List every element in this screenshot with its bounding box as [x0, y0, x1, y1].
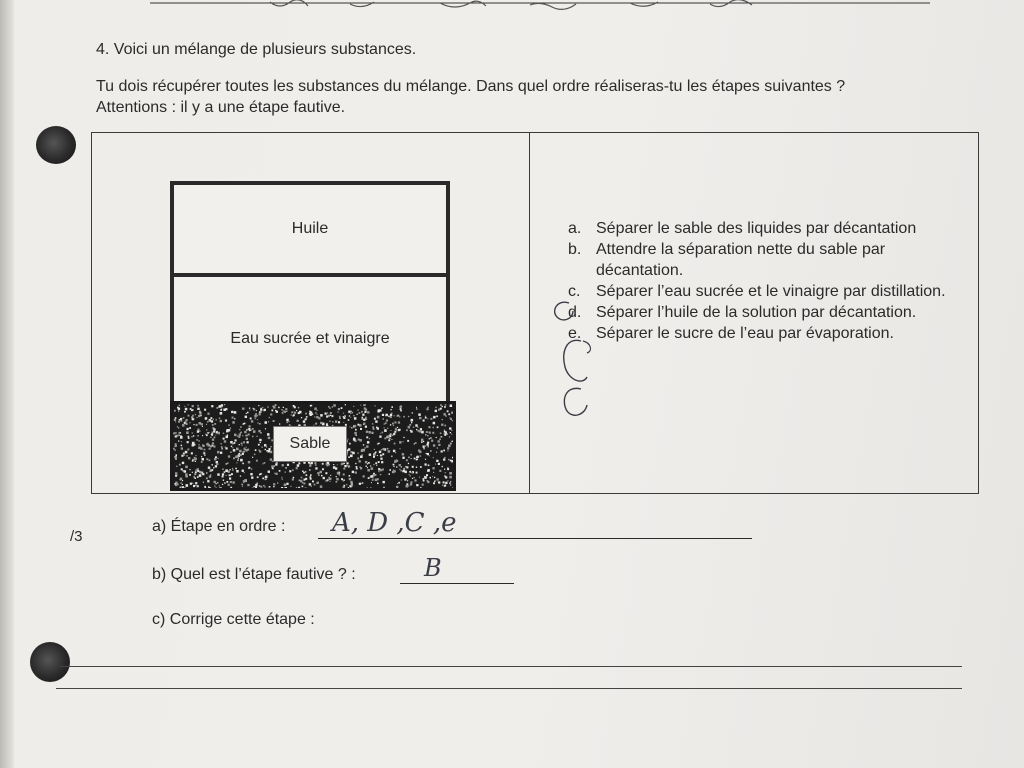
answer-a-line [318, 538, 752, 539]
step-item-d [568, 302, 968, 323]
punch-hole-top [36, 126, 76, 164]
answer-b-handwriting: B [424, 554, 442, 582]
mixture-diagram [170, 181, 456, 491]
punch-hole-bottom [30, 642, 70, 682]
step-letter: d. [568, 304, 582, 321]
steps-list [568, 218, 968, 344]
step-text: Séparer le sucre de l’eau par évaporation. [596, 325, 894, 342]
step-text: Séparer le sable des liquides par décantation [596, 220, 917, 237]
writing-line-2 [56, 688, 962, 689]
question-title: 4. Voici un mélange de plusieurs substances. [96, 41, 417, 58]
answer-c-label: c) Corrige cette étape : [152, 611, 315, 628]
step-item-c [568, 281, 968, 302]
answer-a-handwriting: A, D ,C ,e [332, 508, 457, 538]
layer-water-vinegar [170, 273, 450, 405]
step-item-e [568, 323, 968, 344]
layer-oil-label: Huile [291, 220, 329, 237]
answer-b-line [400, 583, 514, 584]
step-text: Séparer l’eau sucrée et le vinaigre par distillation. [596, 283, 946, 300]
step-letter: b. [568, 241, 582, 258]
question-instructions [96, 76, 976, 118]
layer-sand-label: Sable [273, 426, 347, 462]
question-box [91, 132, 979, 494]
handwritten-circles [547, 293, 597, 423]
answer-b-label: b) Quel est l’étape fautive ? : [152, 566, 356, 583]
writing-line-1 [60, 666, 962, 667]
instruction-line-1: Tu dois récupérer toutes les substances du mélange. Dans quel ordre réaliseras-tu les étapes suivantes ? [96, 78, 846, 95]
step-letter: c. [568, 283, 581, 300]
layer-water-label: Eau sucrée et vinaigre [230, 330, 390, 347]
layer-sand [170, 401, 456, 491]
layer-oil [170, 181, 450, 277]
handwriting-top-fragment [150, 0, 930, 20]
step-item-b [568, 239, 968, 281]
box-divider [529, 133, 530, 493]
step-item-a [568, 218, 968, 239]
step-text: Attendre la séparation nette du sable par décantation. [596, 241, 886, 279]
step-letter: e. [568, 325, 582, 342]
page-edge-shadow [0, 0, 14, 768]
step-text: Séparer l’huile de la solution par décantation. [596, 304, 917, 321]
step-letter: a. [568, 220, 582, 237]
answer-a-label: a) Étape en ordre : [152, 518, 286, 535]
score-marker: /3 [70, 528, 83, 545]
instruction-line-2: Attentions : il y a une étape fautive. [96, 99, 346, 116]
